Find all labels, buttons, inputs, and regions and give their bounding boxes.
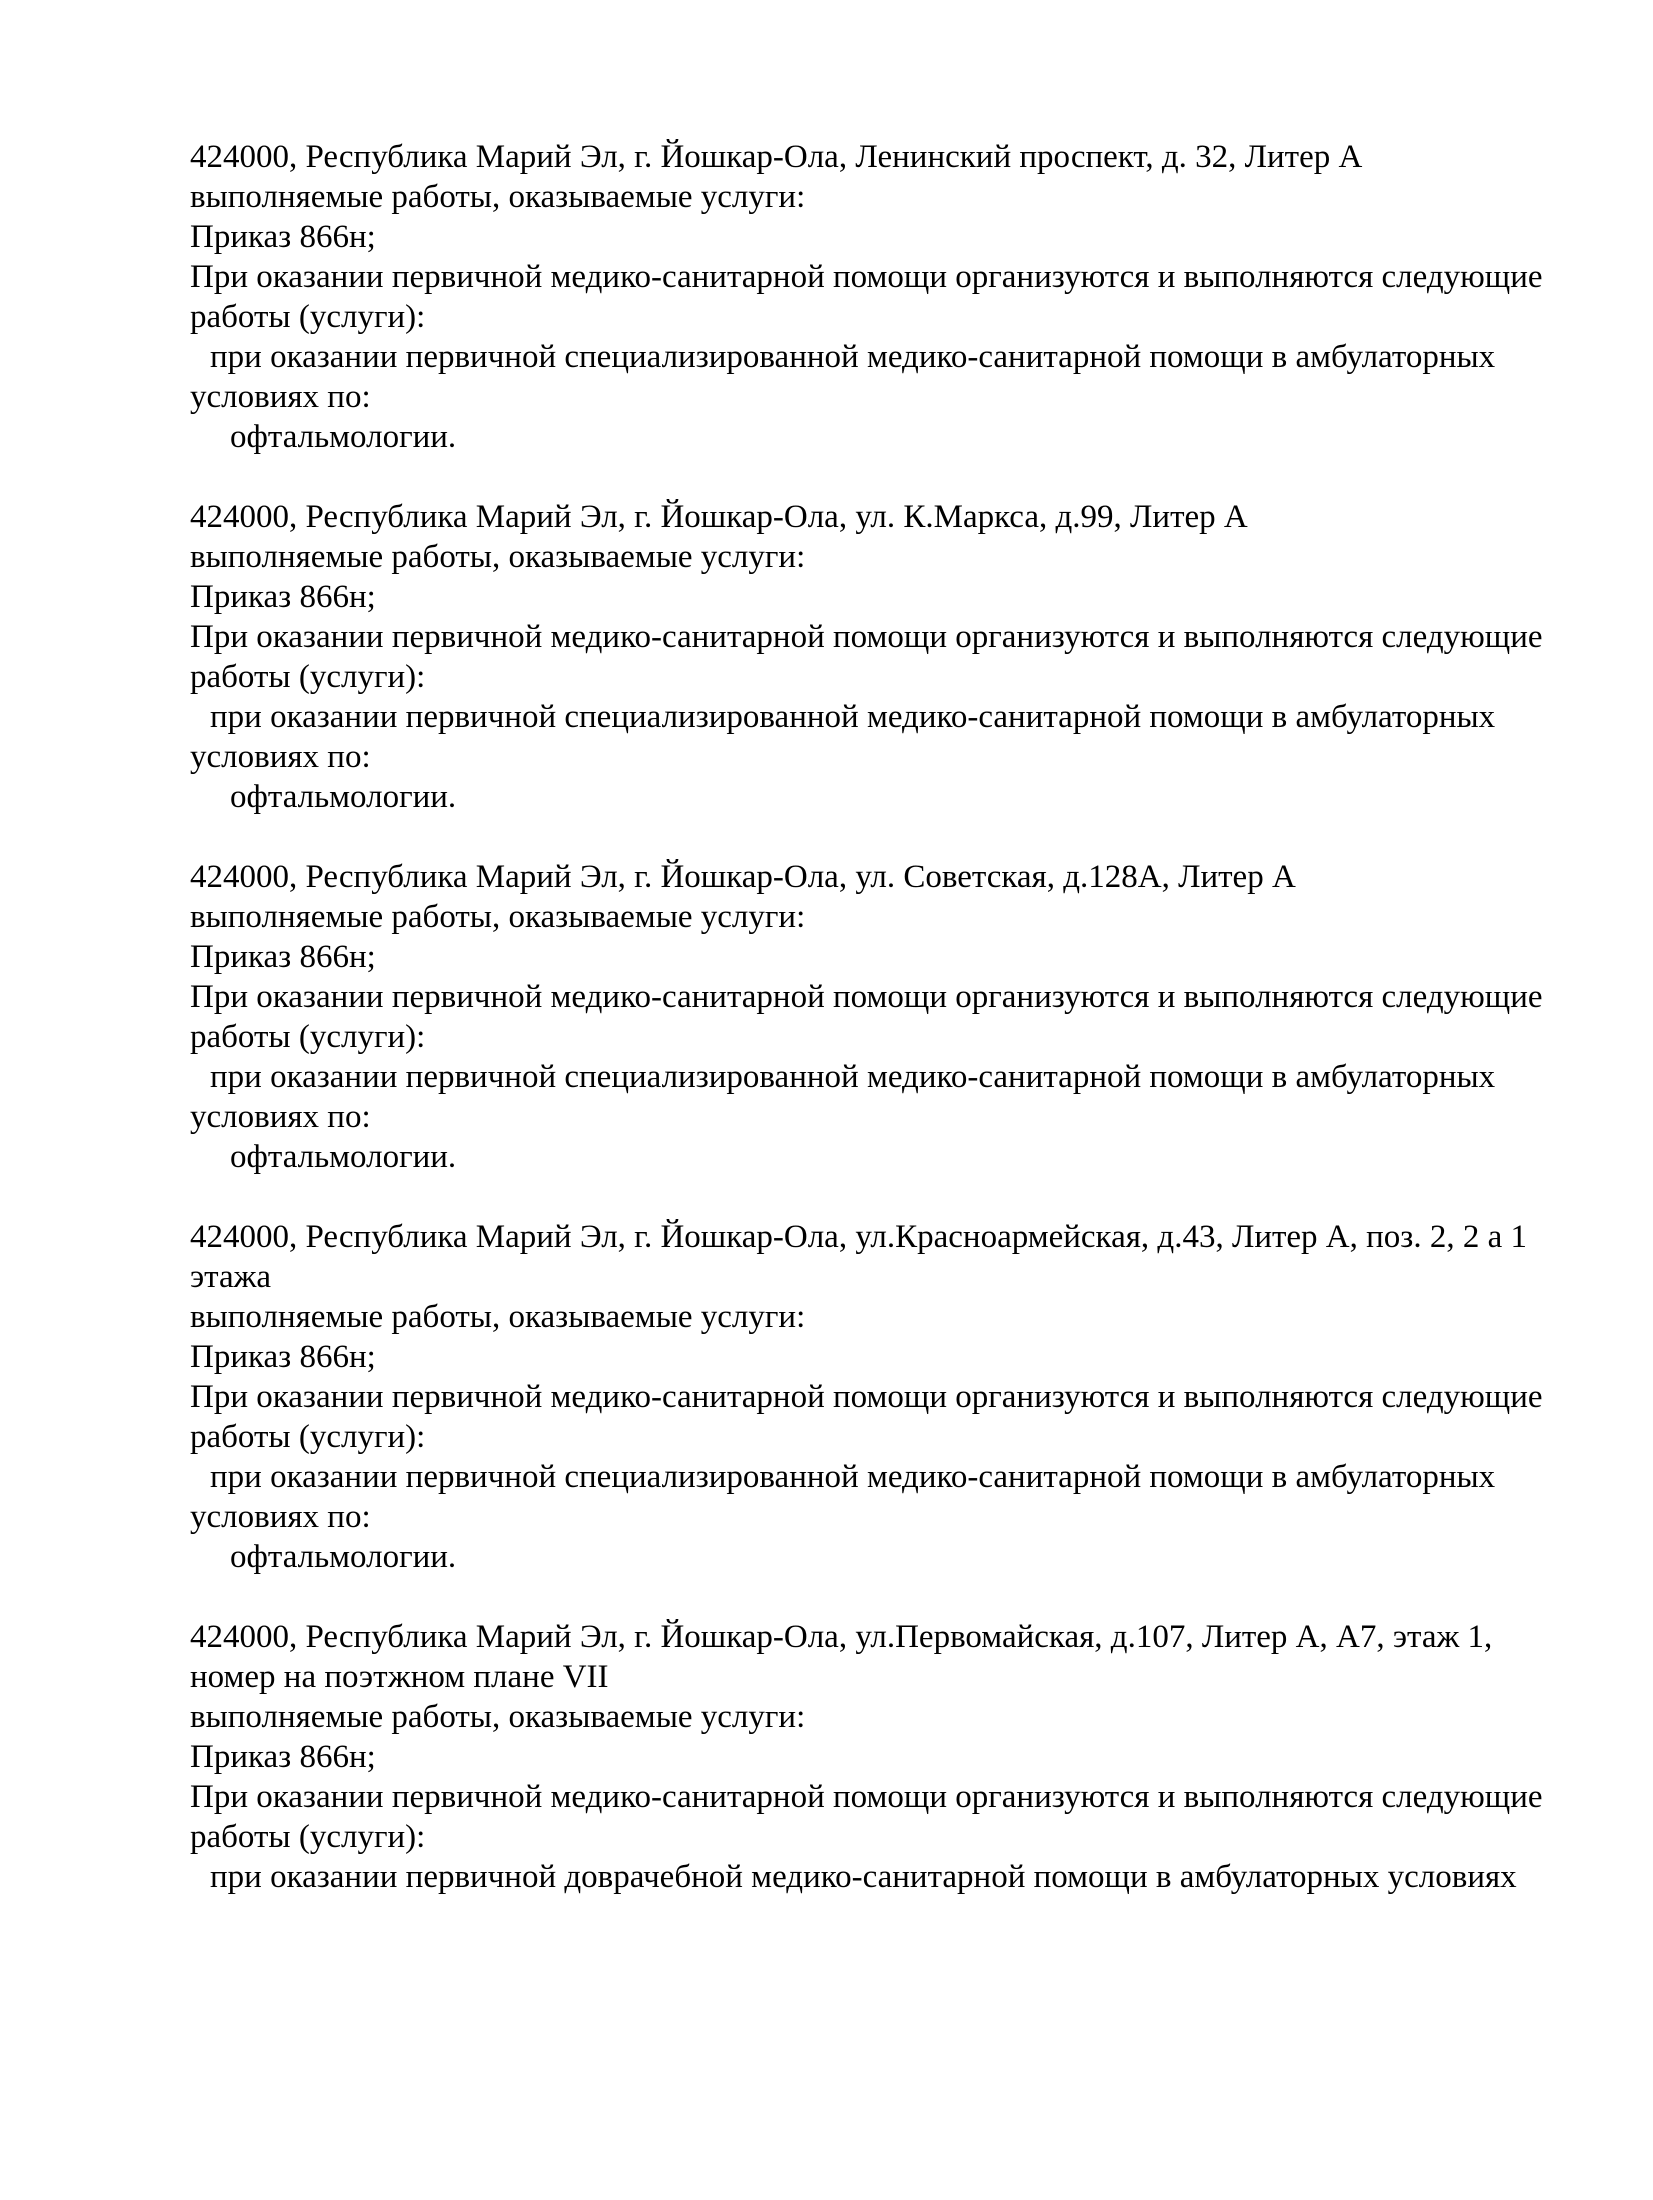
text-line: офтальмологии. bbox=[230, 1139, 457, 1175]
address-line: 424000, Республика Марий Эл, г. Йошкар-Ола, ул.Красноармейская, д.43, Литер А, поз. 2, 2 а 1 bbox=[190, 1219, 1527, 1255]
text-line: офтальмологии. bbox=[230, 419, 457, 455]
text-line: При оказании первичной медико-санитарной помощи организуются и выполняются следующие bbox=[190, 1779, 1543, 1815]
document-content bbox=[190, 137, 1543, 1937]
text-line: офтальмологии. bbox=[230, 779, 457, 815]
text-line: При оказании первичной медико-санитарной помощи организуются и выполняются следующие bbox=[190, 979, 1543, 1015]
text-line: При оказании первичной медико-санитарной помощи организуются и выполняются следующие bbox=[190, 619, 1543, 655]
address-block-1 bbox=[190, 137, 1543, 457]
text-line: При оказании первичной медико-санитарной помощи организуются и выполняются следующие bbox=[190, 1379, 1543, 1415]
text-line: работы (услуги): bbox=[190, 1419, 426, 1455]
text-line: выполняемые работы, оказываемые услуги: bbox=[190, 1299, 806, 1335]
text-line: при оказании первичной доврачебной медико-санитарной помощи в амбулаторных условиях bbox=[210, 1859, 1517, 1895]
text-line: выполняемые работы, оказываемые услуги: bbox=[190, 539, 806, 575]
text-line: при оказании первичной специализированной медико-санитарной помощи в амбулаторных bbox=[210, 1459, 1496, 1495]
text-line: работы (услуги): bbox=[190, 659, 426, 695]
text-line: выполняемые работы, оказываемые услуги: bbox=[190, 179, 806, 215]
text-line: Приказ 866н; bbox=[190, 579, 376, 615]
address-line: 424000, Республика Марий Эл, г. Йошкар-Ола, ул.Первомайская, д.107, Литер А, А7, этаж 1, bbox=[190, 1619, 1493, 1655]
text-line: работы (услуги): bbox=[190, 1819, 426, 1855]
text-line: Приказ 866н; bbox=[190, 219, 376, 255]
address-line-continued: номер на поэтжном плане VII bbox=[190, 1659, 609, 1695]
text-line: условиях по: bbox=[190, 1099, 371, 1135]
text-line: условиях по: bbox=[190, 1499, 371, 1535]
text-line: при оказании первичной специализированной медико-санитарной помощи в амбулаторных bbox=[210, 339, 1496, 375]
text-line: Приказ 866н; bbox=[190, 1339, 376, 1375]
text-line: при оказании первичной специализированной медико-санитарной помощи в амбулаторных bbox=[210, 699, 1496, 735]
address-block-3 bbox=[190, 857, 1543, 1177]
text-line: работы (услуги): bbox=[190, 1019, 426, 1055]
text-line: При оказании первичной медико-санитарной помощи организуются и выполняются следующие bbox=[190, 259, 1543, 295]
address-line: 424000, Республика Марий Эл, г. Йошкар-Ола, Ленинский проспект, д. 32, Литер А bbox=[190, 139, 1363, 175]
address-block-5 bbox=[190, 1617, 1543, 1897]
text-line: выполняемые работы, оказываемые услуги: bbox=[190, 899, 806, 935]
text-line: условиях по: bbox=[190, 739, 371, 775]
text-line: условиях по: bbox=[190, 379, 371, 415]
address-block-2 bbox=[190, 497, 1543, 817]
text-line: Приказ 866н; bbox=[190, 939, 376, 975]
text-line: Приказ 866н; bbox=[190, 1739, 376, 1775]
address-line: 424000, Республика Марий Эл, г. Йошкар-Ола, ул. К.Маркса, д.99, Литер А bbox=[190, 499, 1248, 535]
text-line: офтальмологии. bbox=[230, 1539, 457, 1575]
text-line: при оказании первичной специализированной медико-санитарной помощи в амбулаторных bbox=[210, 1059, 1496, 1095]
text-line: работы (услуги): bbox=[190, 299, 426, 335]
address-block-4 bbox=[190, 1217, 1543, 1577]
address-line: 424000, Республика Марий Эл, г. Йошкар-Ола, ул. Советская, д.128А, Литер А bbox=[190, 859, 1296, 895]
address-line-continued: этажа bbox=[190, 1259, 272, 1295]
text-line: выполняемые работы, оказываемые услуги: bbox=[190, 1699, 806, 1735]
